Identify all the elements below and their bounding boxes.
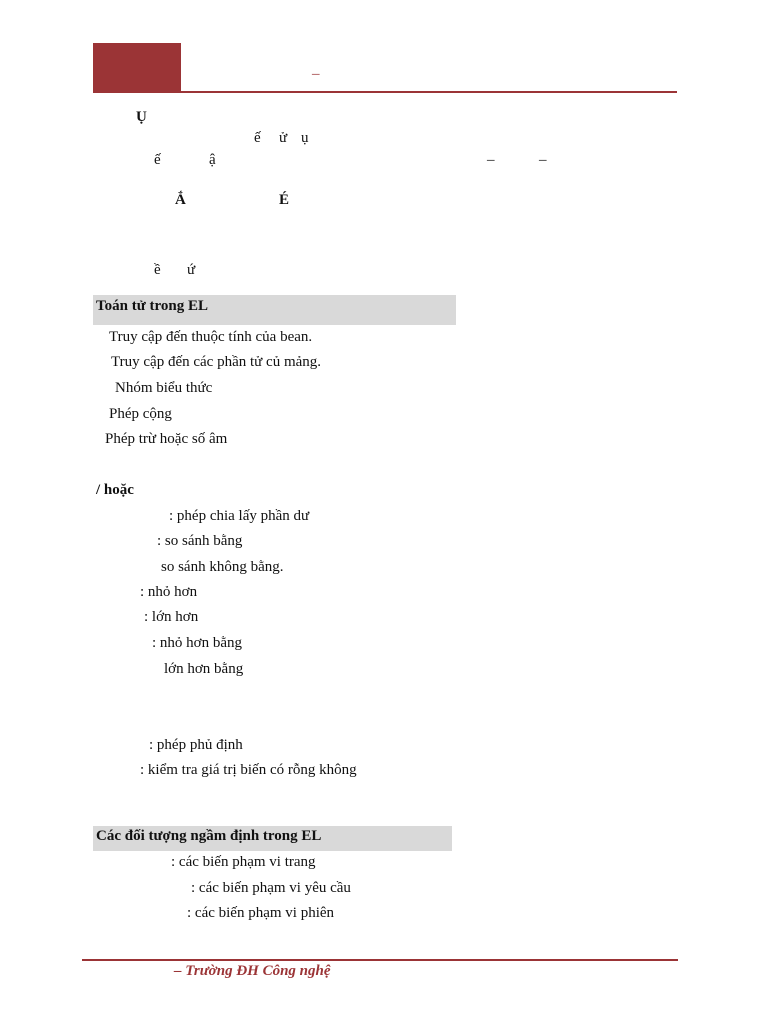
- list-item: : các biến phạm vi yêu cầu: [191, 880, 351, 896]
- footer-text: – Trường ĐH Công nghệ: [174, 963, 331, 979]
- list-item: Nhóm biểu thức: [115, 380, 213, 396]
- intro-glyph: ụ: [301, 130, 309, 146]
- intro-glyph: ề: [154, 262, 161, 278]
- list-item: lớn hơn bằng: [164, 661, 244, 677]
- list-item: : nhỏ hơn: [140, 584, 198, 600]
- section-title-implicit-objects: Các đối tượng ngầm định trong EL: [96, 828, 322, 844]
- list-item: : so sánh bằng: [157, 533, 243, 549]
- section-title-operators: Toán tử trong EL: [96, 298, 208, 314]
- list-item: Phép cộng: [109, 406, 172, 422]
- intro-glyph: ứ: [187, 262, 196, 278]
- intro-glyph: ử: [279, 130, 288, 146]
- intro-glyph: ậ: [209, 152, 216, 168]
- list-item: : các biến phạm vi trang: [171, 854, 316, 870]
- intro-glyph: É: [279, 192, 290, 208]
- list-item: Truy cập đến thuộc tính của bean.: [109, 329, 313, 345]
- list-item: : phép phủ định: [149, 737, 243, 753]
- intro-glyph: ế: [254, 130, 261, 146]
- list-item: : nhỏ hơn bằng: [152, 635, 243, 651]
- list-item: : lớn hơn: [144, 609, 199, 625]
- header-rule: [93, 91, 677, 93]
- list-item: so sánh không bằng.: [161, 559, 284, 575]
- list-item: : các biến phạm vi phiên: [187, 905, 335, 921]
- intro-glyph: ế: [154, 152, 161, 168]
- list-item: Truy cập đến các phần tử củ mảng.: [111, 354, 322, 370]
- intro-glyph: –: [539, 152, 547, 168]
- intro-glyph: –: [487, 152, 495, 168]
- list-item: : kiểm tra giá trị biến có rỗng không: [140, 762, 357, 778]
- footer-rule: [82, 959, 678, 961]
- intro-glyph: Ụ: [136, 109, 147, 125]
- list-item: : phép chia lấy phần dư: [169, 508, 310, 524]
- header-color-block: [93, 43, 181, 92]
- list-item: Phép trừ hoặc số âm: [105, 431, 228, 447]
- header-dash: –: [312, 66, 320, 82]
- intro-glyph: Ắ: [175, 192, 186, 208]
- division-label: / hoặc: [96, 482, 134, 498]
